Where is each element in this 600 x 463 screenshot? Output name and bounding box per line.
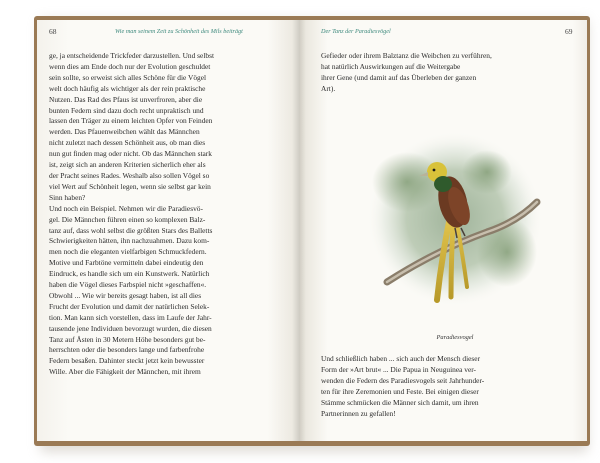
left-text-line: Schwierigkeiten hätten, ihn nachzuahmen. Dazu kom-: [49, 236, 210, 246]
right-running-head: Der Tanz der Paradiesvögel: [321, 28, 391, 35]
left-text-line: werden. Das Pfauenweibchen wählt das Männchen: [49, 127, 200, 137]
left-text-line: Nutzen. Das Rad des Pfaus ist unverfroren, aber die: [49, 94, 203, 104]
right-top-text-line: hat natürlich Auswirkungen auf die Weitergabe: [321, 61, 461, 71]
right-top-text-line: Gefieder oder ihrem Balztanz die Weibchen zu verführen,: [321, 51, 492, 60]
left-text-line: Obwohl ... Wie wir bereits gesagt haben, ist all dies: [49, 290, 202, 300]
left-text-line: Sinn haben?: [49, 192, 86, 202]
left-text-line: tausende jene Individuen bevorzugt wurden, die diesen: [49, 323, 212, 333]
left-text-line: nicht zuletzt nach dessen Schönheit aus, ob man dies: [49, 138, 206, 148]
left-text-line: haben die Vögel dieses Farbspiel nicht »geschaffen«.: [49, 280, 207, 290]
left-text-line: welt doch häufig als wichtiger als der rein praktische: [49, 83, 206, 93]
right-bottom-text-line: Partnerinnen zu gefallen!: [321, 408, 396, 418]
left-text-line: Frucht der Evolution und damit der natürlichen Selek-: [49, 301, 210, 311]
left-text-line: Und noch ein Beispiel. Nehmen wir die Paradiesvö-: [49, 203, 203, 213]
left-text-line: Motive und Farbtöne vermitteln dabei eindeutig den: [49, 258, 204, 268]
left-text-line: tion. Man kann sich vorstellen, dass im Laufe der Jahr-: [49, 312, 212, 322]
left-text-line: der Pracht seines Rades. Weshalb also sollen Vögel so: [49, 170, 210, 180]
left-text-line: Federn besaßen. Dahinter steckt jetzt kein bewusster: [49, 356, 205, 366]
left-text-line: viel Wert auf Schönheit legen, wenn sie selbst gar kein: [49, 181, 211, 191]
right-bottom-text-line: Und schließlich haben ... sich auch der Mensch dieser: [321, 354, 481, 363]
right-body-text-bottom: [321, 354, 569, 419]
left-running-head: Wie man seinem Zeit zu Schönheit des Mils beiträgt: [115, 28, 243, 35]
right-bottom-text-line: Form der »Art brut« ... Die Papua in Neuguinea ver-: [321, 364, 477, 374]
left-text-line: ge, ja entscheidende Trickfeder darzustellen. Und selbst: [49, 51, 215, 60]
left-text-line: sein sollte, so erweist sich alles Schöne für die Vögel: [49, 72, 207, 82]
right-body-text-top: [321, 51, 569, 95]
left-text-line: Wille. Aber die Fähigkeit der Männchen, mit ihrem: [49, 367, 201, 377]
book-gutter: [292, 20, 306, 441]
left-page-number: 68: [49, 27, 57, 36]
left-text-line: Eindruck, es handle sich um ein Kunstwerk. Natürlich: [49, 269, 210, 279]
right-top-text-line: Art).: [321, 83, 336, 93]
bird-of-paradise-photo: [367, 132, 543, 307]
left-text-line: herrschten oder die besonders lange und farbenfrohe: [49, 345, 205, 355]
left-text-line: men noch die eleganten vielfarbigen Schmuckfedern.: [49, 247, 207, 257]
left-page: [37, 20, 299, 441]
left-text-line: ist, zeigt sich an anderen Kriterien sicherlich eher als: [49, 160, 206, 170]
left-text-line: lassen den Träger zu einem leichten Opfer von Feinden: [49, 116, 213, 126]
left-text-line: wenn dies am Ende doch nur der Evolution geschuldet: [49, 61, 211, 71]
left-text-line: bunten Federn sind dazu doch recht unpraktisch und: [49, 105, 204, 115]
left-text-line: gel. Die Männchen führen einen so komplexen Balz-: [49, 214, 206, 224]
right-page: [299, 20, 587, 441]
left-text-line: tanz auf, dass wohl selbst die größten Stars des Balletts: [49, 225, 213, 235]
left-body-text: [49, 51, 281, 378]
right-top-text-line: ihrer Gene (und damit auf das Überleben der ganzen: [321, 72, 477, 82]
right-bottom-text-line: ten für ihre Zeremonien und Feste. Bei einigen dieser: [321, 386, 479, 396]
right-page-number: 69: [565, 27, 573, 36]
left-text-line: Tanz auf Ästen in 30 Metern Höhe besonders gut be-: [49, 334, 206, 344]
right-bottom-text-line: Stämme schmücken die Männer sich damit, um ihren: [321, 397, 479, 407]
photo-caption: Paradiesvogel: [436, 334, 474, 341]
left-text-line: nun gut finden mag oder nicht. Ob das Männchen stark: [49, 149, 212, 159]
right-bottom-text-line: wenden die Federn des Paradiesvogels seit Jahrhunder-: [321, 375, 485, 385]
